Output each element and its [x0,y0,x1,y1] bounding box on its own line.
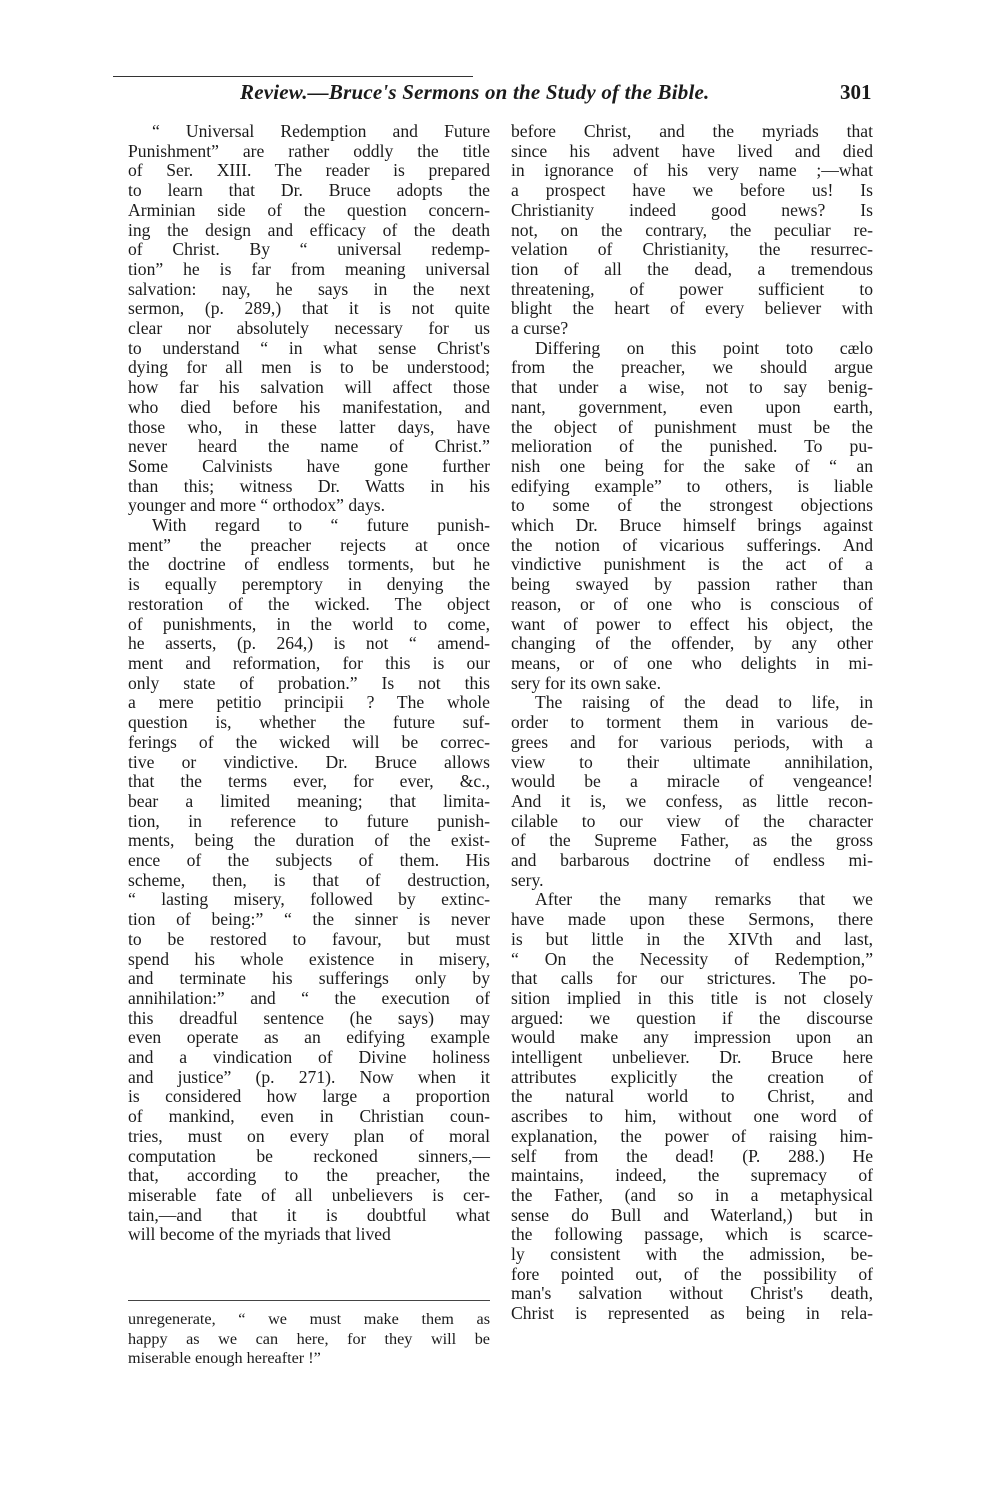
text-line: unregenerate, “ we must make them as [128,1310,490,1328]
text-line: cilable to our view of the character [511,810,873,831]
text-line: will become of the myriads that lived [128,1224,391,1245]
text-line: the Father, (and so in a metaphysical [511,1184,873,1205]
text-line: spend his whole existence in misery, [128,948,490,969]
text-line: Christianity indeed good news? Is [511,199,873,220]
text-line: grees and for various periods, with a [511,731,873,752]
text-line: tion of all the dead, a tremendous [511,258,873,279]
text-line: which Dr. Bruce himself brings against [511,515,873,536]
footnote [128,1310,490,1369]
text-line: would make any impression upon an [511,1027,873,1048]
text-line: a prospect have we before us! Is [511,180,873,201]
text-line: tion, in reference to future punish- [128,810,490,831]
text-line: “ lasting misery, followed by extinc- [128,889,490,910]
text-line: order to torment them in various de- [511,712,873,733]
text-line: want of power to effect his object, the [511,613,873,634]
text-line: ment” the preacher rejects at once [128,534,490,555]
right-column [511,122,873,1324]
left-column [128,122,490,1245]
text-line: tion of being:” “ the sinner is never [128,909,490,930]
text-line: reason, or of one who is conscious of [511,593,873,614]
text-line: he asserts, (p. 264,) is not “ amend- [128,633,490,654]
text-line: With regard to “ future punish- [152,515,490,536]
text-line: explanation, the power of raising him- [511,1125,873,1146]
text-line: miserable enough hereafter !” [128,1349,321,1368]
page-number: 301 [840,80,872,104]
text-line: have made upon these Sermons, there [511,909,873,930]
text-line: man's salvation without Christ's death, [511,1283,873,1304]
text-line: that under a wise, not to say benig- [511,377,873,398]
text-line: ing the design and efficacy of the death [128,219,490,240]
text-line: ferings of the wicked will be correc- [128,731,490,752]
text-line: to be restored to favour, but must [128,928,490,949]
text-line: tries, must on every plan of moral [128,1125,490,1146]
text-line: nish one being for the sake of “ an [511,455,873,476]
text-line: that, according to the preacher, the [128,1165,490,1186]
text-line: those who, in these latter days, have [128,416,490,437]
text-line: the object of punishment must be the [511,416,873,437]
text-line: bear a limited meaning; that limita- [128,790,490,811]
text-line: before Christ, and the myriads that [511,121,873,141]
text-line: is equally peremptory in denying the [128,574,490,595]
text-line: vindictive punishment is the act of a [511,554,873,575]
text-line: view to their ultimate annihilation, [511,751,873,772]
text-line: being swayed by passion rather than [511,574,873,595]
text-line: the notion of vicarious sufferings. And [511,534,873,555]
text-line: miserable fate of all unbelievers is cer- [128,1184,490,1205]
text-line: not, on the contrary, the peculiar re- [511,219,873,240]
text-line: ments, being the duration of the exist- [128,830,490,851]
text-line: only state of probation.” Is not this [128,672,490,693]
text-line: ment and reformation, for this is our [128,652,490,673]
text-line: sition implied in this title is not closely [511,987,873,1008]
text-line: a curse? [511,318,569,339]
text-line: and terminate his sufferings only by [128,968,490,989]
text-line: melioration of the punished. To pu- [511,436,873,457]
text-line: the doctrine of endless torments, but he [128,554,490,575]
text-line: attributes explicitly the creation of [511,1066,873,1087]
text-line: “ Universal Redemption and Future [152,121,490,141]
text-line: younger and more “ orthodox” days. [128,495,385,516]
top-rule [113,76,473,77]
text-line: from the preacher, we should argue [511,357,873,378]
text-line: “ On the Necessity of Redemption,” [511,948,873,969]
text-line: since his advent have lived and died [511,140,873,161]
text-line: And it is, we confess, as little recon- [511,790,873,811]
text-line: Arminian side of the question concern- [128,199,490,220]
text-line: argued: we question if the discourse [511,1007,873,1028]
running-head: Review.—Bruce's Sermons on the Study of the Bible. [240,80,710,104]
text-line: means, or of one who delights in mi- [511,652,873,673]
text-line: sermon, (p. 289,) that it is not quite [128,298,490,319]
text-line: in ignorance of his very name ;—what [511,160,873,181]
text-line: is considered how large a proportion [128,1086,490,1107]
text-line: of punishments, in the world to come, [128,613,490,634]
text-line: of the Supreme Father, as the gross [511,830,873,851]
text-line: Christ is represented as being in rela- [511,1303,873,1324]
text-line: maintains, indeed, the supremacy of [511,1165,873,1186]
text-line: who died before his manifestation, and [128,396,490,417]
text-line: would be a miracle of vengeance! [511,771,873,792]
text-line: a mere petitio principii ? The whole [128,692,490,713]
text-line: to understand “ in what sense Christ's [128,337,490,358]
text-line: Differing on this point toto cælo [535,337,873,358]
text-line: of Ser. XIII. The reader is prepared [128,160,490,181]
text-line: self from the dead! (P. 288.) He [511,1145,873,1166]
text-line: computation be reckoned sinners,— [128,1145,490,1166]
text-line: restoration of the wicked. The object [128,593,490,614]
text-line: velation of Christianity, the resurrec- [511,239,873,260]
text-line: and justice” (p. 271). Now when it [128,1066,490,1087]
text-line: clear nor absolutely necessary for us [128,318,490,339]
text-line: and a vindication of Divine holiness [128,1047,490,1068]
text-line: threatening, of power sufficient to [511,278,873,299]
text-line: to some of the strongest objections [511,495,873,516]
text-line: Punishment” are rather oddly the title [128,140,490,161]
text-line: Some Calvinists have gone further [128,455,490,476]
text-line: dying for all men is to be understood; [128,357,490,378]
text-line: salvation: nay, he says in the next [128,278,490,299]
text-line: tion” he is far from meaning universal [128,258,490,279]
text-line: this dreadful sentence (he says) may [128,1007,490,1028]
text-line: tive or vindictive. Dr. Bruce allows [128,751,490,772]
text-line: sery. [511,869,544,890]
text-line: ascribes to him, without one word of [511,1106,873,1127]
text-line: question is, whether the future suf- [128,712,490,733]
text-line: and barbarous doctrine of endless mi- [511,850,873,871]
text-line: the natural world to Christ, and [511,1086,873,1107]
text-line: intelligent unbeliever. Dr. Bruce here [511,1047,873,1068]
text-line: sense do Bull and Waterland,) but in [511,1204,873,1225]
text-line: fore pointed out, of the possibility of [511,1263,873,1284]
text-line: ly consistent with the admission, be- [511,1244,873,1265]
text-line: of Christ. By “ universal redemp- [128,239,490,260]
text-line: blight the heart of every believer with [511,298,873,319]
text-line: tain,—and that it is doubtful what [128,1204,490,1225]
text-line: scheme, then, is that of destruction, [128,869,490,890]
text-line: of mankind, even in Christian coun- [128,1106,490,1127]
text-line: the following passage, which is scarce- [511,1224,873,1245]
text-line: sery for its own sake. [511,672,662,693]
footnote-rule [128,1300,490,1301]
text-line: The raising of the dead to life, in [535,692,873,713]
text-line: ence of the subjects of them. His [128,850,490,871]
text-line: that the terms ever, for ever, &c., [128,771,490,792]
text-line: to learn that Dr. Bruce adopts the [128,180,490,201]
text-line: happy as we can here, for they will be [128,1329,490,1348]
text-line: that calls for our strictures. The po- [511,968,873,989]
text-line: nant, government, even upon earth, [511,396,873,417]
text-line: even operate as an edifying example [128,1027,490,1048]
text-line: never heard the name of Christ.” [128,436,490,457]
text-line: than this; witness Dr. Watts in his [128,475,490,496]
text-line: how far his salvation will affect those [128,377,490,398]
text-line: After the many remarks that we [535,889,873,910]
text-line: edifying example” to others, is liable [511,475,873,496]
text-line: is but little in the XIVth and last, [511,928,873,949]
text-line: changing of the offender, by any other [511,633,873,654]
text-line: annihilation:” and “ the execution of [128,987,490,1008]
